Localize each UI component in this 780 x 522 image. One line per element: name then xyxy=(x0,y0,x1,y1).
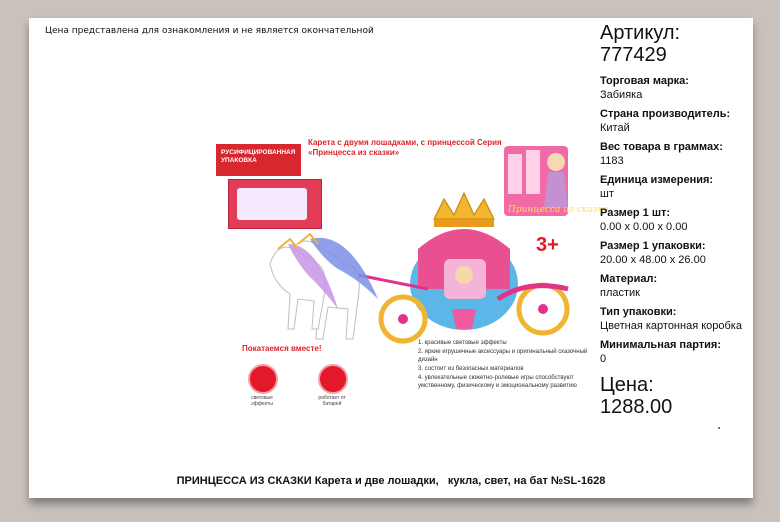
package-type-label: Тип упаковки: xyxy=(600,306,677,318)
country-value: Китай xyxy=(600,122,630,134)
product-info-panel xyxy=(600,22,760,418)
item-size-label: Размер 1 шт: xyxy=(600,207,671,219)
light-effects-caption: световые эффекты xyxy=(251,395,273,407)
light-effects-badge xyxy=(248,364,278,394)
brand-value: Забияка xyxy=(600,89,643,101)
feature-item: 2. яркие игрушечные аксессуары и оригинальный сказочный дизайн xyxy=(418,349,588,363)
brand-label: Торговая марка: xyxy=(600,75,689,87)
logo-text: Принцесса из сказки xyxy=(508,205,609,215)
russified-package-banner xyxy=(216,144,301,176)
image-headline: Карета с двумя лошадками, с принцессой Серия «Принцесса из сказки» xyxy=(308,138,502,157)
price-disclaimer: Цена представлена для ознакомления и не является окончательной xyxy=(45,26,374,36)
sku-label: Артикул: xyxy=(600,22,681,44)
carriage-illustration xyxy=(268,189,588,354)
price-value: 1288.00 xyxy=(600,396,673,418)
material-value: пластик xyxy=(600,287,640,299)
slogan: Покатаемся вместе! xyxy=(242,344,322,353)
product-title: ПРИНЦЕССА ИЗ СКАЗКИ Карета и две лошадки, кукла, свет, на бат №SL-1628 xyxy=(176,475,606,487)
weight-value: 1183 xyxy=(600,155,624,167)
package-type-value: Цветная картонная коробка xyxy=(600,320,742,332)
banner-text: РУСИФИЦИРОВАННАЯ УПАКОВКА xyxy=(221,149,296,164)
weight-label: Вес товара в граммах: xyxy=(600,141,723,153)
unit-value: шт xyxy=(600,188,614,200)
feature-item: 1. красивые световые эффекты xyxy=(418,340,507,346)
feature-item: 4. увлекательные сюжетно-ролевые игры способствуют умственному, физическому и эмоциональному развитию xyxy=(418,375,577,389)
battery-badge xyxy=(318,364,348,394)
unit-label: Единица измерения: xyxy=(600,174,714,186)
item-size-value: 0.00 х 0.00 х 0.00 xyxy=(600,221,688,233)
battery-caption: работает от батарей xyxy=(318,395,346,407)
product-card xyxy=(29,18,753,498)
min-batch-value: 0 xyxy=(600,353,607,365)
small-dot xyxy=(718,427,720,429)
package-size-label: Размер 1 упаковки: xyxy=(600,240,706,252)
feature-item: 3. состоит из безопасных материалов xyxy=(418,366,524,372)
sku-value: 777429 xyxy=(600,44,667,66)
feature-list xyxy=(418,339,588,391)
price-label: Цена: xyxy=(600,374,654,396)
country-label: Страна производитель: xyxy=(600,108,731,120)
package-size-value: 20.00 х 48.00 х 26.00 xyxy=(600,254,706,266)
age-label: 3+ xyxy=(536,234,559,256)
min-batch-label: Минимальная партия: xyxy=(600,339,721,351)
material-label: Материал: xyxy=(600,273,658,285)
